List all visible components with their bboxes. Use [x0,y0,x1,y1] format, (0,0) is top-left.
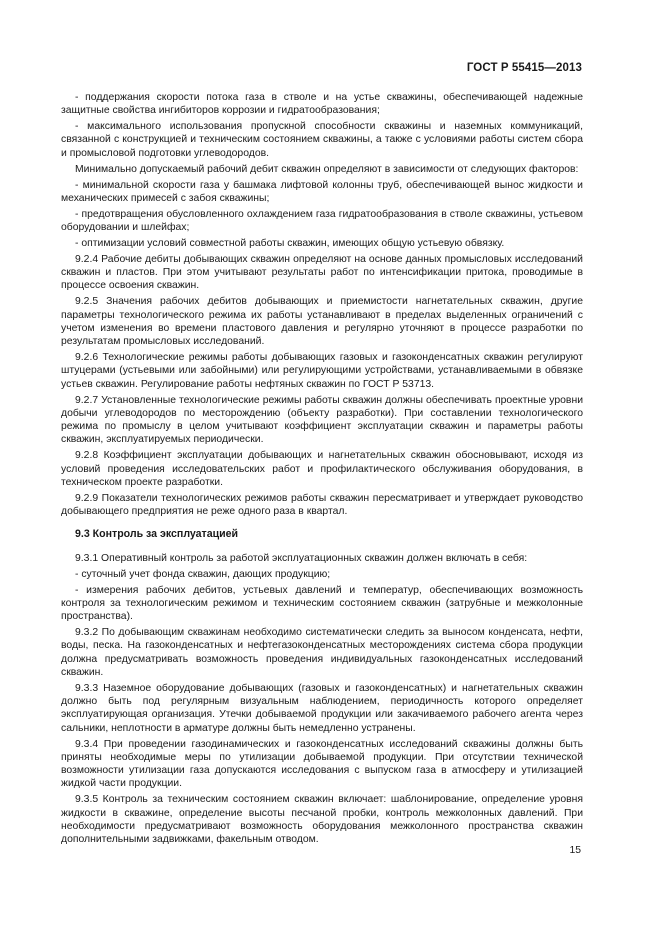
paragraph: 9.3.4 При проведении газодинамических и газоконденсатных исследований скважины должны быть приняты необходимые меры по утилизации добываемой продукции. При отсутствии технической возможности утилизации газа допускаются исследования с выпуском газа в атмосферу и утилизацией жидкой части продукции. [61,738,583,790]
paragraph: - поддержания скорости потока газа в стволе и на устье скважины, обеспечивающей надежные защитные свойства ингибиторов коррозии и гидратообразования; [61,92,583,117]
paragraph: 9.2.6 Технологические режимы работы добывающих газовых и газоконденсатных скважин регулируют штуцерами (устьевыми или забойными) или регулирующими устройствами, устанавливаемыми в обвязке устьев скважин. Регулирование работы нефтяных скважин по ГОСТ Р 53713. [61,352,583,390]
paragraph: - оптимизации условий совместной работы скважин, имеющих общую устьевую обвязку. [75,237,505,249]
paragraph: - максимального использования пропускной способности скважины и наземных коммуникаций, связанной с конструкцией и техническим состоянием скважины, а также с условиями работы систем сбора и промысловой подготовки углеводородов. [61,121,583,159]
paragraph: 9.2.4 Рабочие дебиты добывающих скважин определяют на основе данных промысловых исследований скважин и пластов. При этом учитывают результаты работ по интенсификации притока, проводимые в процессе освоения скважин. [61,253,583,292]
paragraph: - минимальной скорости газа у башмака лифтовой колонны труб, обеспечивающей вынос жидкости и механических примесей с забоя скважины; [61,179,583,204]
paragraph: 9.2.8 Коэффициент эксплуатации добывающих и нагнетательных скважин обосновывают, исходя из условий проведения исследовательских работ и профилактического обслуживания оборудования, в техническом проекте разработки. [61,450,583,488]
paragraph: 9.3.1 Оперативный контроль за работой эксплуатационных скважин должен включать в себя: [75,552,528,564]
paragraph: 9.3.3 Наземное оборудование добывающих (газовых и газоконденсатных) и нагнетательных скважин должно быть под регулярным визуальным наблюдением, периодичность которого определяет эксплуатирующая организация. Утечки добываемой продукции или закачиваемого рабочего агента через сальники, неплотности в арматуре должны быть немедленно устранены. [61,682,583,734]
page-number: 15 [569,845,581,856]
document-body [61,91,583,849]
paragraph: Минимально допускаемый рабочий дебит скважин определяют в зависимости от следующих факторов: [75,163,579,175]
standard-header: ГОСТ Р 55415—2013 [466,62,582,74]
paragraph: 9.2.5 Значения рабочих дебитов добывающих и приемистости нагнетательных скважин, другие параметры технологического режима их работы устанавливают в пределах выделенных ограничений с учетом изменения во времени пластового давления и регулярно уточняют в процессе разработки по результатам промысловых исследований. [61,296,583,348]
paragraph: 9.3.5 Контроль за техническим состоянием скважин включает: шаблонирование, определение уровня жидкости в скважине, определение высоты песчаной пробки, контроль межколонных давлений. При необходимости предусматривают возможность оборудования межколонного пространства скважин дополнительными задвижками, факельным отводом. [61,794,583,846]
paragraph: 9.2.9 Показатели технологических режимов работы скважин пересматривает и утверждает руководство добывающего предприятия не реже одного раза в квартал. [61,492,583,518]
paragraph: - измерения рабочих дебитов, устьевых давлений и температур, обеспечивающих возможность контроля за технологическим режимом и техническим состоянием скважин (затрубные и межколонные пространства). [61,584,583,623]
paragraph: - предотвращения обусловленного охлаждением газа гидратообразования в стволе скважины, устьевом оборудовании и шлейфах; [61,208,583,234]
paragraph: 9.3.2 По добывающим скважинам необходимо систематически следить за выносом конденсата, нефти, воды, песка. На газоконденсатных и нефтегазоконденсатных месторождениях система сбора продукции должна предусматривать возможность проведения индивидуальных газоконденсатных исследований скважин. [61,627,583,678]
paragraph: - суточный учет фонда скважин, дающих продукцию; [75,568,331,580]
paragraph: 9.2.7 Установленные технологические режимы работы скважин должны обеспечивать проектные уровни добычи углеводородов по месторождению (объекту разработки). При составлении технологического режима по промыслу в целом учитывают коэффициент эксплуатации скважин и параметры работы скважин, эксплуатируемых периодически. [61,394,583,446]
section-title: 9.3 Контроль за эксплуатацией [75,528,239,541]
